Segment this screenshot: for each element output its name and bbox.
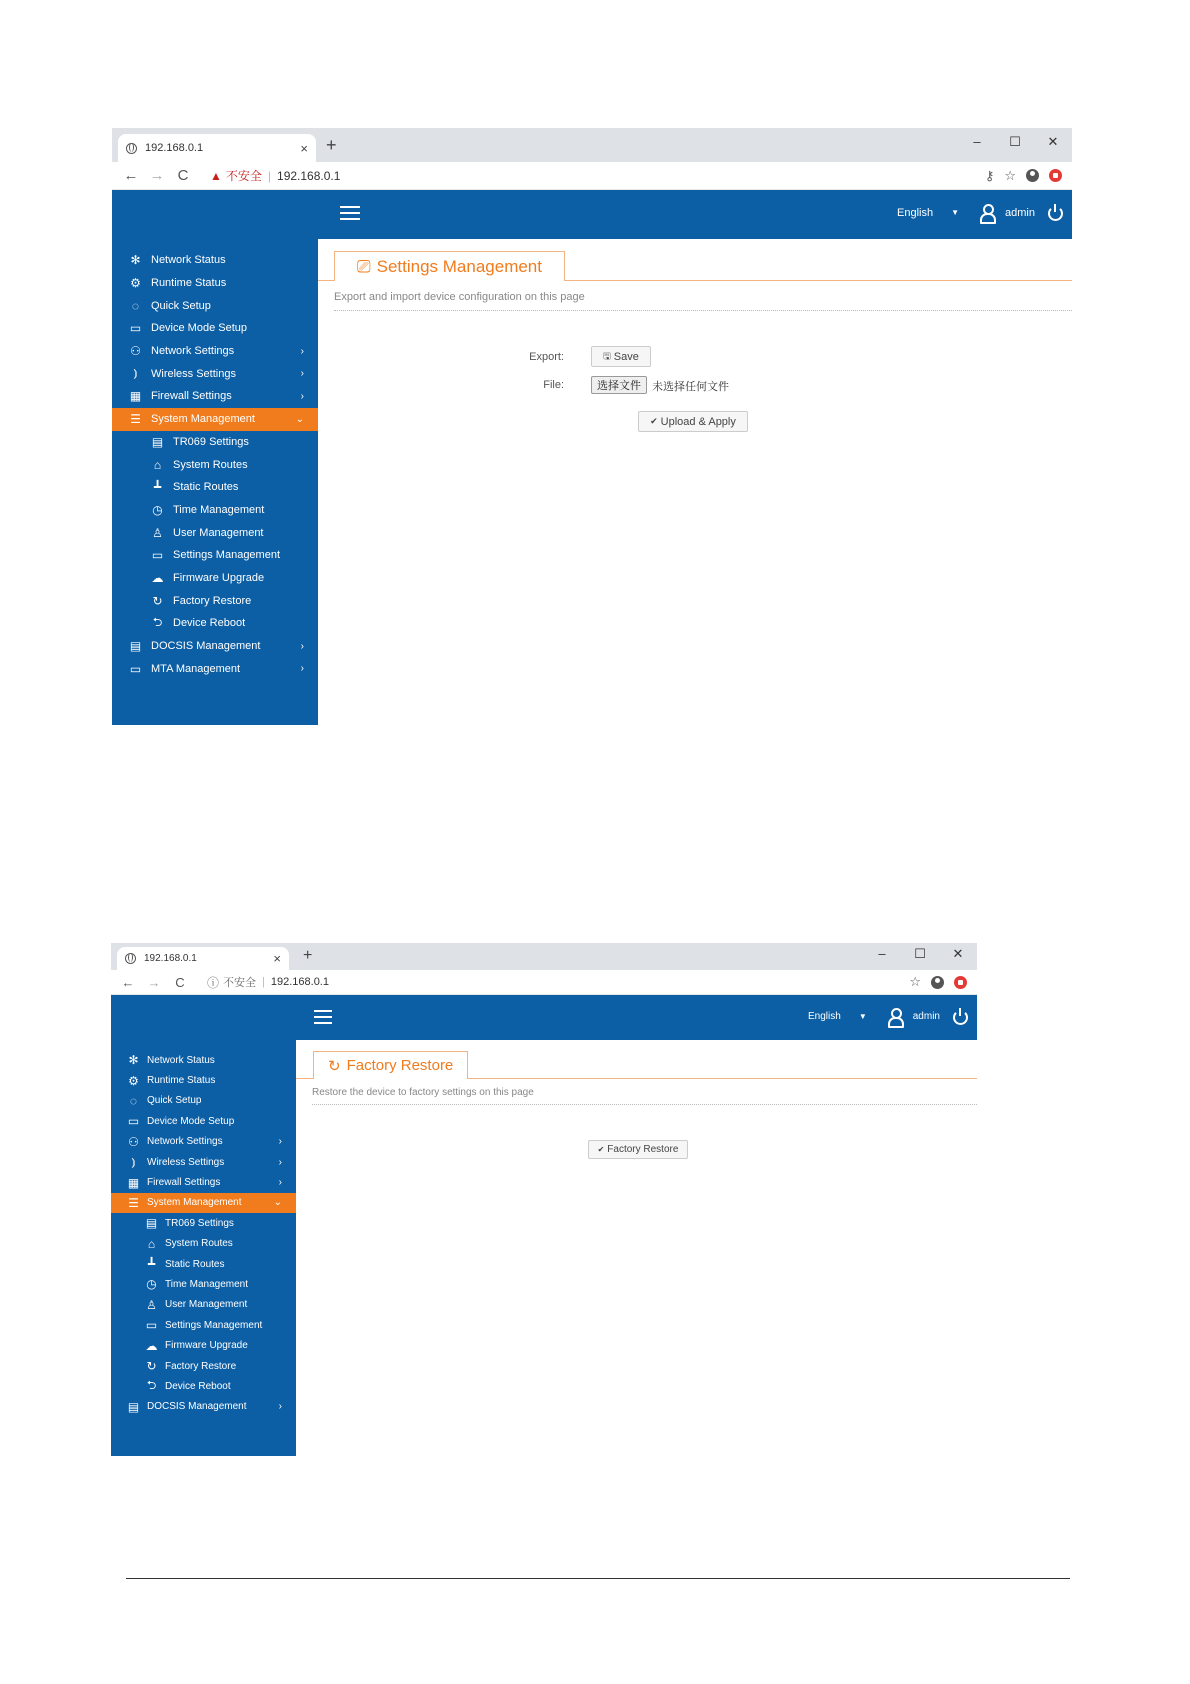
- firewall-icon: ▦: [129, 389, 142, 404]
- sidebar-item-static-routes[interactable]: [112, 476, 318, 499]
- no-file-chosen-text: 未选择任何文件: [652, 381, 729, 393]
- user-icon: ♙: [152, 525, 163, 540]
- language-label: English: [808, 1011, 841, 1022]
- chevron-right-icon: ›: [278, 1177, 282, 1189]
- star-icon[interactable]: ☆: [1004, 167, 1016, 183]
- reload-icon[interactable]: C: [175, 974, 185, 990]
- page-description: Export and import device configuration on this page: [334, 291, 1072, 311]
- sidebar-item-label: Runtime Status: [151, 277, 227, 290]
- app-header: [112, 190, 1072, 239]
- sidebar-item-network-settings[interactable]: [112, 340, 318, 363]
- sidebar-item-label: Quick Setup: [151, 299, 211, 312]
- sidebar: [111, 1040, 296, 1456]
- sidebar-item-tr069-settings[interactable]: [111, 1213, 296, 1233]
- layers-icon: ☰: [130, 412, 141, 427]
- sitemap-icon: ⚇: [130, 344, 141, 359]
- power-logout-icon[interactable]: [952, 1008, 969, 1025]
- sidebar-item-label: Network Settings: [147, 1136, 223, 1148]
- profile-icon[interactable]: [1026, 169, 1039, 182]
- sidebar-item-label: Time Management: [173, 503, 265, 516]
- sidebar-item-label: MTA Management: [151, 662, 241, 675]
- sidebar-item-mta-management[interactable]: [112, 657, 318, 680]
- chevron-down-icon: ⌄: [295, 413, 304, 425]
- save-button[interactable]: [591, 346, 651, 367]
- maximize-button[interactable]: ☐: [1009, 134, 1021, 149]
- sidebar-item-label: Time Management: [165, 1278, 248, 1290]
- address-bar: [111, 970, 977, 995]
- sidebar-item-label: Firmware Upgrade: [173, 571, 265, 584]
- file-label: File:: [543, 379, 564, 391]
- tab-title: 192.168.0.1: [144, 953, 197, 964]
- router-icon: ⌂: [147, 1236, 156, 1251]
- star-icon[interactable]: ☆: [909, 974, 921, 989]
- caret-down-icon: ▼: [858, 1012, 867, 1021]
- page-description: Restore the device to factory settings on this page: [312, 1087, 977, 1105]
- username: admin: [912, 1011, 940, 1022]
- sidebar-item-static-routes[interactable]: [111, 1254, 296, 1274]
- clock-icon: ◷: [146, 1277, 157, 1292]
- browser-tab[interactable]: [118, 134, 316, 162]
- sidebar-item-label: Static Routes: [173, 481, 239, 494]
- sidebar-item-label: DOCSIS Management: [147, 1401, 247, 1413]
- sidebar-item-label: System Routes: [165, 1238, 233, 1250]
- sidebar-item-docsis-management[interactable]: [111, 1397, 296, 1417]
- docsis-icon: ▤: [127, 1399, 140, 1414]
- network-status-icon: ✻: [130, 253, 141, 268]
- profile-icon[interactable]: [931, 976, 944, 989]
- window-controls: [958, 134, 1072, 150]
- sidebar-item-label: Settings Management: [165, 1319, 263, 1331]
- sidebar-item-label: User Management: [165, 1299, 248, 1311]
- router-icon: ⌂: [153, 457, 162, 472]
- security-text: 不安全: [225, 169, 262, 183]
- url-separator: |: [267, 168, 272, 183]
- close-window-button[interactable]: ✕: [1047, 134, 1059, 149]
- url-separator: |: [262, 976, 265, 988]
- sidebar-item-settings-management[interactable]: [112, 544, 318, 567]
- sidebar-item-runtime-status[interactable]: [111, 1070, 296, 1090]
- language-label: English: [897, 206, 934, 219]
- sidebar-item-docsis-management[interactable]: [112, 635, 318, 658]
- sidebar-item-system-routes[interactable]: [111, 1234, 296, 1254]
- page-footer-rule: [126, 1578, 1070, 1579]
- sidebar: [112, 239, 318, 725]
- sitemap-icon: ⚇: [128, 1134, 139, 1149]
- sidebar-item-settings-management[interactable]: [111, 1315, 296, 1335]
- layers-icon: ☰: [128, 1195, 139, 1210]
- page-title: Factory Restore: [346, 1057, 454, 1074]
- tr069-icon: ▤: [145, 1216, 158, 1231]
- check-icon: ✔: [650, 416, 658, 426]
- forward-arrow-icon[interactable]: →: [149, 167, 165, 184]
- back-arrow-icon[interactable]: ←: [123, 167, 139, 184]
- tab-close-icon[interactable]: ×: [273, 951, 281, 966]
- rss-icon: ⦆: [131, 1154, 136, 1169]
- sidebar-item-user-management[interactable]: [112, 521, 318, 544]
- sidebar-item-label: Device Reboot: [173, 617, 246, 630]
- chevron-right-icon: ›: [300, 345, 304, 357]
- sidebar-item-device-reboot[interactable]: [112, 612, 318, 635]
- settings-monitor-icon: ▭: [151, 548, 164, 563]
- page-tab-settings-management[interactable]: [334, 251, 565, 281]
- docsis-icon: ▤: [129, 639, 142, 654]
- sidebar-item-label: Firmware Upgrade: [165, 1340, 248, 1352]
- browser-tab-strip: [112, 128, 1072, 162]
- settings-monitor-icon: ▭: [145, 1318, 158, 1333]
- monitor-icon: ▭: [127, 1114, 140, 1129]
- sidebar-item-label: Factory Restore: [173, 594, 252, 607]
- security-text: 不安全: [223, 977, 257, 989]
- caret-down-icon: ▼: [951, 208, 960, 217]
- sidebar-item-label: Factory Restore: [165, 1360, 237, 1372]
- sidebar-item-factory-restore[interactable]: [111, 1356, 296, 1376]
- header-controls: [808, 1008, 969, 1025]
- header-controls: [897, 204, 1064, 221]
- chevron-right-icon: ›: [278, 1156, 282, 1168]
- firewall-icon: ▦: [127, 1175, 140, 1190]
- cloud-upload-icon: ☁: [145, 1338, 158, 1353]
- reboot-icon: ⮌: [152, 614, 163, 629]
- sidebar-item-label: Firewall Settings: [151, 390, 232, 403]
- sidebar-item-label: System Routes: [173, 458, 248, 471]
- new-tab-button[interactable]: +: [326, 135, 337, 155]
- mta-icon: ▭: [129, 661, 142, 676]
- user-icon: ♙: [146, 1297, 157, 1312]
- sidebar-item-firmware-upgrade[interactable]: [111, 1335, 296, 1355]
- sidebar-item-user-management[interactable]: [111, 1295, 296, 1315]
- new-tab-button[interactable]: +: [303, 947, 313, 964]
- maximize-button[interactable]: ☐: [914, 946, 926, 961]
- minimize-button[interactable]: –: [973, 134, 981, 149]
- url-text[interactable]: 192.168.0.1: [277, 168, 341, 183]
- sidebar-item-label: Quick Setup: [147, 1095, 202, 1107]
- sidebar-item-network-status[interactable]: [111, 1050, 296, 1070]
- factory-restore-button[interactable]: [588, 1140, 688, 1159]
- minimize-button[interactable]: –: [878, 946, 886, 961]
- address-bar: [112, 162, 1072, 190]
- close-window-button[interactable]: ✕: [952, 946, 964, 961]
- chevron-right-icon: ›: [300, 663, 304, 675]
- routes-icon: ┻: [147, 1257, 156, 1272]
- sidebar-item-quick-setup[interactable]: [112, 294, 318, 317]
- runtime-status-icon: ⚙: [130, 276, 141, 291]
- sidebar-item-firewall-settings[interactable]: [112, 385, 318, 408]
- sidebar-item-label: System Management: [147, 1197, 242, 1209]
- sidebar-item-device-reboot[interactable]: [111, 1376, 296, 1396]
- sidebar-item-system-management[interactable]: [111, 1193, 296, 1213]
- security-indicator[interactable]: [207, 974, 256, 991]
- monitor-icon: ▭: [129, 321, 142, 336]
- sidebar-item-label: Network Status: [147, 1054, 215, 1066]
- runtime-status-icon: ⚙: [128, 1073, 139, 1088]
- sidebar-item-label: TR069 Settings: [173, 435, 249, 448]
- screenshot-settings-management: [112, 128, 1072, 725]
- tr069-icon: ▤: [151, 434, 164, 449]
- browser-tab-strip: [111, 943, 977, 970]
- sidebar-item-tr069-settings[interactable]: [112, 431, 318, 454]
- sidebar-item-device-mode-setup[interactable]: [111, 1111, 296, 1131]
- sidebar-item-label: Wireless Settings: [151, 367, 236, 380]
- check-icon: ✔: [597, 1145, 605, 1154]
- extension-stop-icon[interactable]: [954, 976, 967, 989]
- sidebar-item-label: Device Mode Setup: [147, 1115, 235, 1127]
- sidebar-item-label: Device Reboot: [165, 1380, 231, 1392]
- sidebar-item-firmware-upgrade[interactable]: [112, 567, 318, 590]
- sidebar-item-factory-restore[interactable]: [112, 589, 318, 612]
- page-tab-factory-restore[interactable]: [313, 1051, 468, 1079]
- sidebar-item-label: Static Routes: [165, 1258, 225, 1270]
- tab-title: 192.168.0.1: [145, 142, 204, 154]
- hamburger-menu-icon[interactable]: [340, 206, 360, 221]
- sidebar-item-firewall-settings[interactable]: [111, 1172, 296, 1192]
- sidebar-item-wireless-settings[interactable]: [111, 1152, 296, 1172]
- language-select[interactable]: [897, 207, 959, 219]
- main-content: [318, 239, 1072, 725]
- settings-monitor-icon: ⎚: [357, 256, 371, 276]
- globe-icon: [126, 143, 137, 154]
- hamburger-menu-icon[interactable]: [314, 1010, 332, 1025]
- export-label: Export:: [529, 351, 564, 363]
- upload-apply-button[interactable]: [638, 411, 748, 432]
- tab-close-icon[interactable]: ×: [300, 140, 308, 156]
- main-content: [296, 1040, 977, 1456]
- sidebar-item-network-status[interactable]: [112, 249, 318, 272]
- screenshot-factory-restore: [111, 943, 977, 1456]
- chevron-right-icon: ›: [300, 368, 304, 380]
- chevron-right-icon: ›: [278, 1401, 282, 1413]
- forward-arrow-icon[interactable]: →: [147, 974, 161, 990]
- globe-icon: [125, 953, 136, 964]
- choose-file-button[interactable]: 选择文件: [591, 376, 647, 394]
- sidebar-item-label: DOCSIS Management: [151, 640, 261, 653]
- network-status-icon: ✻: [128, 1053, 139, 1068]
- user-icon: [979, 204, 995, 221]
- sidebar-item-label: Network Status: [151, 254, 226, 267]
- upload-apply-label: Upload & Apply: [660, 415, 736, 428]
- user-icon: [887, 1008, 903, 1025]
- reboot-icon: ⮌: [146, 1377, 157, 1392]
- username: admin: [1005, 206, 1035, 219]
- sidebar-item-label: Firewall Settings: [147, 1177, 221, 1189]
- sidebar-item-quick-setup[interactable]: [111, 1091, 296, 1111]
- sidebar-item-label: Wireless Settings: [147, 1156, 225, 1168]
- sidebar-item-label: Network Settings: [151, 345, 235, 358]
- quick-setup-icon: ◌: [131, 298, 140, 313]
- save-button-label: Save: [613, 350, 639, 363]
- chevron-right-icon: ›: [300, 390, 304, 402]
- page-title: Settings Management: [376, 256, 542, 276]
- reload-icon[interactable]: C: [177, 167, 189, 184]
- extension-stop-icon[interactable]: [1049, 169, 1062, 182]
- sidebar-item-label: Device Mode Setup: [151, 322, 247, 335]
- sidebar-item-label: Runtime Status: [147, 1075, 216, 1087]
- chevron-down-icon: ⌄: [273, 1197, 282, 1209]
- chevron-right-icon: ›: [300, 640, 304, 652]
- sidebar-item-time-management[interactable]: [111, 1274, 296, 1294]
- back-arrow-icon[interactable]: ←: [121, 974, 135, 990]
- app-header: [111, 995, 977, 1040]
- clock-icon: ◷: [152, 502, 163, 517]
- info-icon: ⓘ: [207, 975, 220, 990]
- language-select[interactable]: [808, 1011, 867, 1022]
- sidebar-item-runtime-status[interactable]: [112, 272, 318, 295]
- sidebar-item-label: User Management: [173, 526, 264, 539]
- routes-icon: ┻: [153, 480, 162, 495]
- key-icon[interactable]: ⚷: [984, 167, 995, 183]
- restore-icon: ↻: [152, 593, 163, 608]
- sidebar-item-device-mode-setup[interactable]: [112, 317, 318, 340]
- sidebar-item-label: Settings Management: [173, 549, 281, 562]
- rss-icon: ⦆: [133, 366, 138, 381]
- save-icon: 🖫: [603, 350, 611, 361]
- factory-restore-label: Factory Restore: [607, 1144, 679, 1155]
- url-text[interactable]: 192.168.0.1: [270, 976, 329, 988]
- power-logout-icon[interactable]: [1047, 204, 1064, 221]
- sidebar-item-label: System Management: [151, 413, 255, 426]
- sidebar-item-label: TR069 Settings: [165, 1217, 234, 1229]
- browser-tab[interactable]: [117, 947, 289, 970]
- sidebar-item-system-routes[interactable]: [112, 453, 318, 476]
- window-controls: [863, 946, 977, 962]
- sidebar-item-time-management[interactable]: [112, 499, 318, 522]
- warning-triangle-icon: ▲: [210, 168, 222, 183]
- chevron-right-icon: ›: [278, 1136, 282, 1148]
- quick-setup-icon: ◌: [129, 1093, 138, 1108]
- restore-icon: ↻: [146, 1359, 157, 1374]
- sidebar-item-wireless-settings[interactable]: [112, 362, 318, 385]
- cloud-upload-icon: ☁: [151, 570, 164, 585]
- restore-icon: ↻: [328, 1057, 341, 1075]
- security-indicator[interactable]: [210, 167, 262, 184]
- sidebar-item-system-management[interactable]: [112, 408, 318, 431]
- sidebar-item-network-settings[interactable]: [111, 1132, 296, 1152]
